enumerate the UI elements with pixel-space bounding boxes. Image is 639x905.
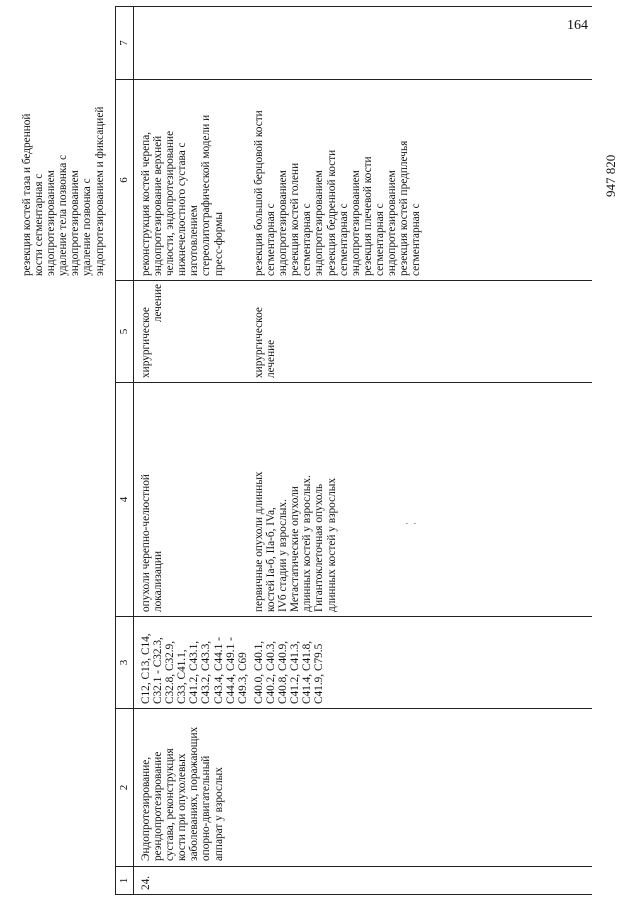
section-name-line: сустава, реконструкция [164, 748, 177, 861]
section-name-line: Эндопротезирование, [140, 756, 152, 861]
scan-speck: · [402, 522, 412, 525]
method-line: нижнечелюстного сустава с [176, 142, 189, 276]
icd-code-line: C40.2, C40.3, [265, 640, 278, 704]
disease-line: Метастатические опухоли [289, 486, 302, 612]
method-line: удаление позвонка с [81, 178, 94, 276]
icd-code-line: C49.3, C69 [236, 652, 249, 704]
treatment-type-2 [253, 284, 277, 378]
method-line: эндопротезированием [69, 170, 82, 276]
icd-code-line: C33, C41.1, [176, 649, 189, 704]
method-line: реконструкция костей черепа, [140, 131, 152, 276]
method-line: изготовлением [188, 205, 201, 276]
scan-speck: · [410, 522, 420, 525]
method-line: резекция костей таза и бедренной [21, 113, 33, 276]
disease-line: длинных костей у взрослых. [301, 475, 314, 612]
icd-codes-block-2 [253, 618, 326, 704]
row-number: 24. [140, 875, 152, 890]
method-line: эндопротезированием [349, 170, 362, 276]
disease-line: костей Ia-б, IIa-б, IVa, [265, 507, 278, 612]
method-line: сегментарная с [301, 203, 314, 276]
column-5 [116, 280, 592, 382]
icd-code-line: C41.9, C79.5 [313, 643, 326, 704]
method-line: сегментарная с [410, 203, 423, 276]
page-number: 164 [567, 18, 588, 33]
icd-code-line: C41.2, C43.1, [188, 640, 201, 704]
icd-code-line: C32.8, C32.9, [164, 640, 177, 704]
disease-line: IVб стадии у взрослых. [277, 499, 290, 612]
methods-top [21, 83, 106, 276]
icd-code-line: C40.0, C40.1, [253, 640, 265, 704]
column-header-4: 4 [116, 383, 134, 616]
disease-model-1 [140, 386, 164, 612]
treatment-line: хирургическое [253, 307, 265, 378]
column-header-2: 2 [116, 709, 134, 866]
method-line: эндопротезирование верхней [152, 135, 165, 276]
method-line: сегментарная с [373, 203, 386, 276]
column-header-7: 7 [116, 7, 134, 79]
method-line: резекция костей предплечья [398, 140, 411, 276]
treatment-type-1 [140, 284, 164, 378]
icd-codes-block-1 [140, 618, 249, 704]
section-name-line: заболеваниях, поражающих [188, 726, 201, 861]
icd-code-line: C43.4, C44.1 - [212, 637, 225, 704]
column-header-3: 3 [116, 617, 134, 708]
disease-model-2 [253, 386, 338, 612]
icd-code-line: C40.8, C40.9, [277, 640, 290, 704]
methods-block-1 [140, 83, 225, 276]
treatment-line: хирургическое [140, 307, 152, 378]
section-name-line: кости при опухолевых [176, 753, 189, 861]
method-line: эндопротезированием [386, 170, 399, 276]
method-line: эндопротезированием [45, 170, 58, 276]
treatment-line: лечение [152, 284, 165, 323]
method-line: стереолитографической модели и [200, 114, 213, 276]
icd-code-line: C44.4, C49.1 - [224, 637, 237, 704]
column-header-5: 5 [116, 281, 134, 382]
method-line: эндопротезированием и фиксацией [93, 106, 106, 276]
section-name-line: аппарат у взрослых [212, 767, 225, 861]
disease-line: опухоли черепно-челюстной [140, 474, 152, 612]
icd-code-line: C12, C13, C14, [140, 633, 152, 704]
method-line: челюсти, эндопротезирование [164, 130, 177, 276]
section-name-line: опорно-двигательный [200, 755, 213, 861]
column-7 [116, 6, 592, 79]
registration-number: 947 820 [603, 154, 618, 197]
column-header-1: 1 [116, 867, 134, 894]
icd-code-line: C43.2, C43.3, [200, 640, 213, 704]
method-line: пресс-формы [212, 212, 225, 276]
method-line: резекция большой берцовой кости [253, 110, 265, 276]
method-line: удаление тела позвонка с [57, 154, 70, 276]
section-name [140, 713, 225, 861]
disease-line: длинных костей у взрослых [325, 477, 338, 612]
procedures-table [21, 6, 592, 895]
treatment-line: лечение [265, 339, 278, 378]
icd-code-line: C41.2, C41.3, [289, 640, 302, 704]
method-line: кости сегментарная с [33, 173, 46, 276]
column-header-6: 6 [116, 80, 134, 280]
disease-line: первичные опухоли длинных [253, 471, 265, 612]
column-4 [116, 382, 592, 616]
method-line: резекция бедренной кости [325, 149, 338, 276]
disease-line: Гигантоклеточная опухоль [313, 483, 326, 612]
method-line: сегментарная с [265, 203, 278, 276]
column-1 [116, 866, 592, 894]
method-line: эндопротезированием [277, 170, 290, 276]
disease-line: локализации [152, 550, 165, 612]
method-line: сегментарная с [337, 203, 350, 276]
icd-code-line: C32.1 - C32.3, [152, 637, 165, 704]
method-line: резекция плечевой кости [361, 156, 374, 276]
method-line: резекция костей голени [289, 162, 302, 276]
method-line: эндопротезированием [313, 170, 326, 276]
methods-block-2 [253, 83, 422, 276]
icd-code-line: C41.4, C41.8, [301, 640, 314, 704]
section-name-line: реэндопротезирование [152, 751, 165, 861]
